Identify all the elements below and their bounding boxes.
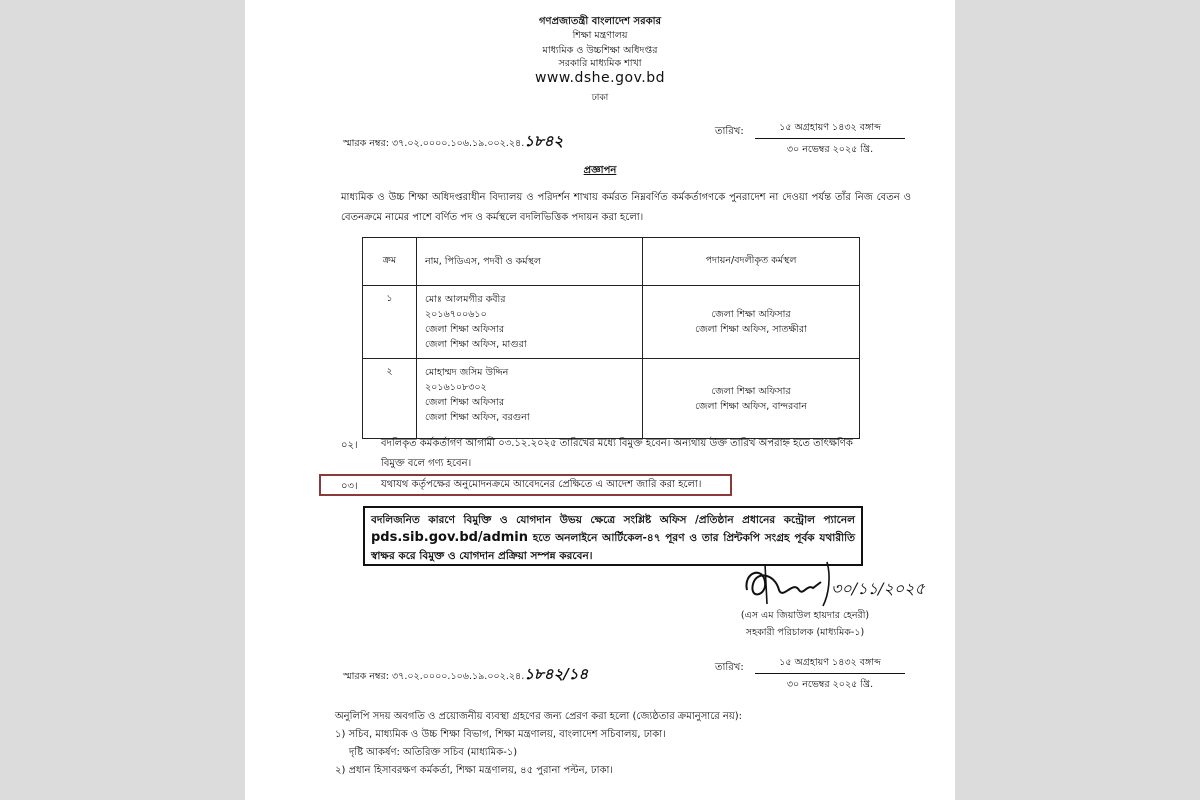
memo-number [343,130,563,155]
date-box [755,121,905,158]
item-line: যথাযথ কর্তৃপক্ষের অনুমোদনক্রমে আবেদনের প্রেক্ষিতে এ আদেশ জারি করা হলো। [381,479,702,490]
item-text [381,475,726,495]
officer-workplace: জেলা শিক্ষা অফিস, মাগুরা [425,339,527,350]
govt-title: গণপ্রজাতন্ত্রী বাংলাদেশ সরকার [539,16,661,27]
intro-paragraph: মাধ্যমিক ও উচ্চ শিক্ষা অধিদপ্তরাধীন বিদ্যালয় ও পরিদর্শন শাখায় কর্মরত নিম্নবর্ণিত কর্মকর্তাগণকে পুনরাদেশ না দেওয়া পর্যন্ত তাঁর নিজ বেতন ও বেতনক্রমে নামের পাশে বর্ণিত পদ ও কর্মস্থলে বদলিভিত্তিক পদায়ন করা হলো। [341,192,911,223]
item-text [381,434,911,474]
header-serial: ক্রম [363,238,417,286]
row-serial: ১ [363,286,417,359]
officer-name: মোঃ আলমগীর কবীর [425,294,506,305]
item-number: ০৩। [341,481,358,492]
signature-date: ৩০/১১/২০২৫ [831,579,925,598]
item-number: ০২। [341,440,358,451]
date-english: ৩০ নভেম্বর ২০২৫ খ্রি. [786,144,874,155]
officer-workplace: জেলা শিক্ষা অফিস, বরগুনা [425,412,530,423]
date-english: ৩০ নভেম্বর ২০২৫ খ্রি. [786,679,874,690]
transfer-table [362,237,860,439]
copy-intro: অনুলিপি সদয় অবগতি ও প্রয়োজনীয় ব্যবস্থা গ্রহণের জন্য প্রেরণ করা হলো (জ্যেষ্ঠতার ক্রমানুসারে নয়): [335,711,743,722]
row-new-posting [643,286,860,359]
date-bangla: ১৫ অগ্রহায়ণ ১৪৩২ বঙ্গাব্দ [755,121,905,139]
copy-item-attention: দৃষ্টি আকর্ষণ: অতিরিক্ত সচিব (মাধ্যমিক-১) [349,747,518,758]
date-label: তারিখ: [715,662,744,673]
new-place: জেলা শিক্ষা অফিস, বান্দরবান [695,400,807,412]
date-label: তারিখ: [715,126,744,137]
memo-number-printed: স্মারক নম্বর: ৩৭.০২.০০০০.১০৬.১৯.০০২.২৪. [343,138,525,149]
document-page [245,0,955,800]
row-officer-details [417,359,643,439]
memo-number-copy [343,663,588,688]
notice-text-part1: বদলিজনিত কারণে বিমুক্তি ও যোগদান উভয় ক্ষেত্রে সংশ্লিষ্ট অফিস /প্রতিষ্ঠান প্রধানের কন্ট্রোল প্যানেল [371,514,855,526]
signatory-name: (এস এম জিয়াউল হায়দার হেনরী) [740,610,870,621]
website-link[interactable]: www.dshe.gov.bd [534,70,665,86]
signature-image [735,560,935,610]
branch-name: সরকারি মাধ্যমিক শাখা [558,58,642,69]
notification-title: প্রজ্ঞাপন [583,165,617,176]
notice-text-part2: হতে অনলাইনে আর্টিকেল-৪৭ পূরণ ও তার প্রিন্টকপি সংগ্রহ পূর্বক যথারীতি স্বাক্ষর করে বিমুক্ত ও যোগদান প্রক্রিয়া সম্পন্ন করবেন। [371,532,855,562]
header-posting: পদায়ন/বদলীকৃত কর্মস্থল [643,238,860,286]
row-officer-details [417,286,643,359]
row-serial: ২ [363,359,417,439]
date-bangla: ১৫ অগ্রহায়ণ ১৪৩২ বঙ্গাব্দ [755,656,905,674]
row-new-posting [643,359,860,439]
table-row [363,359,860,439]
header-name: নাম, পিডিএস, পদবী ও কর্মস্থল [417,238,643,286]
ministry-name: শিক্ষা মন্ত্রণালয় [572,30,628,41]
officer-designation: জেলা শিক্ষা অফিসার [425,324,505,335]
officer-name: মোহাম্মদ জসিম উদ্দিন [425,367,509,378]
copy-list [335,708,925,780]
table-row [363,286,860,359]
instruction-notice-box [363,506,863,566]
signatory [700,607,910,641]
item-line: বদলিকৃত কর্মকর্তাগণ আগামী ০৩.১২.২০২৫ তারিখের মধ্যে বিমুক্ত হবেন। অন্যথায় উক্ত তারিখ অপরাহ্ন হতে তাৎক্ষণিক [381,438,853,449]
memo-number-handwritten: ১৮৪২ [524,132,564,150]
officer-pds: ২০১৬১০৮৩০২ [425,382,487,393]
date-box [755,656,905,693]
officer-designation: জেলা শিক্ষা অফিসার [425,397,505,408]
officer-pds: ২০১৬৭০০৬১০ [425,309,487,320]
directorate-name: মাধ্যমিক ও উচ্চশিক্ষা অধিদপ্তর [542,45,658,56]
new-place: জেলা শিক্ষা অফিস, সাতক্ষীরা [695,324,807,335]
copy-item: ২) প্রধান হিসাবরক্ষণ কর্মকর্তা, শিক্ষা মন্ত্রণালয়, ৪৫ পুরানা পল্টন, ঢাকা। [335,765,613,776]
copy-item: ১) সচিব, মাধ্যমিক ও উচ্চ শিক্ষা বিভাগ, শিক্ষা মন্ত্রণালয়, বাংলাদেশ সচিবালয়, ঢাকা। [335,729,666,740]
new-post: জেলা শিক্ষা অফিসার [711,385,791,397]
memo-number-handwritten: ১৮৪২/১৪ [524,665,589,683]
signatory-designation: সহকারী পরিচালক (মাধ্যমিক-১) [745,627,865,638]
city-name: ঢাকা [591,93,609,103]
table-header-row [363,238,860,286]
memo-number-printed: স্মারক নম্বর: ৩৭.০২.০০০০.১০৬.১৯.০০২.২৪. [343,671,525,682]
new-post: জেলা শিক্ষা অফিসার [711,309,791,320]
notice-url[interactable]: pds.sib.gov.bd/admin [371,530,529,545]
item-line: বিমুক্ত বলে গণ্য হবেন। [381,458,472,469]
